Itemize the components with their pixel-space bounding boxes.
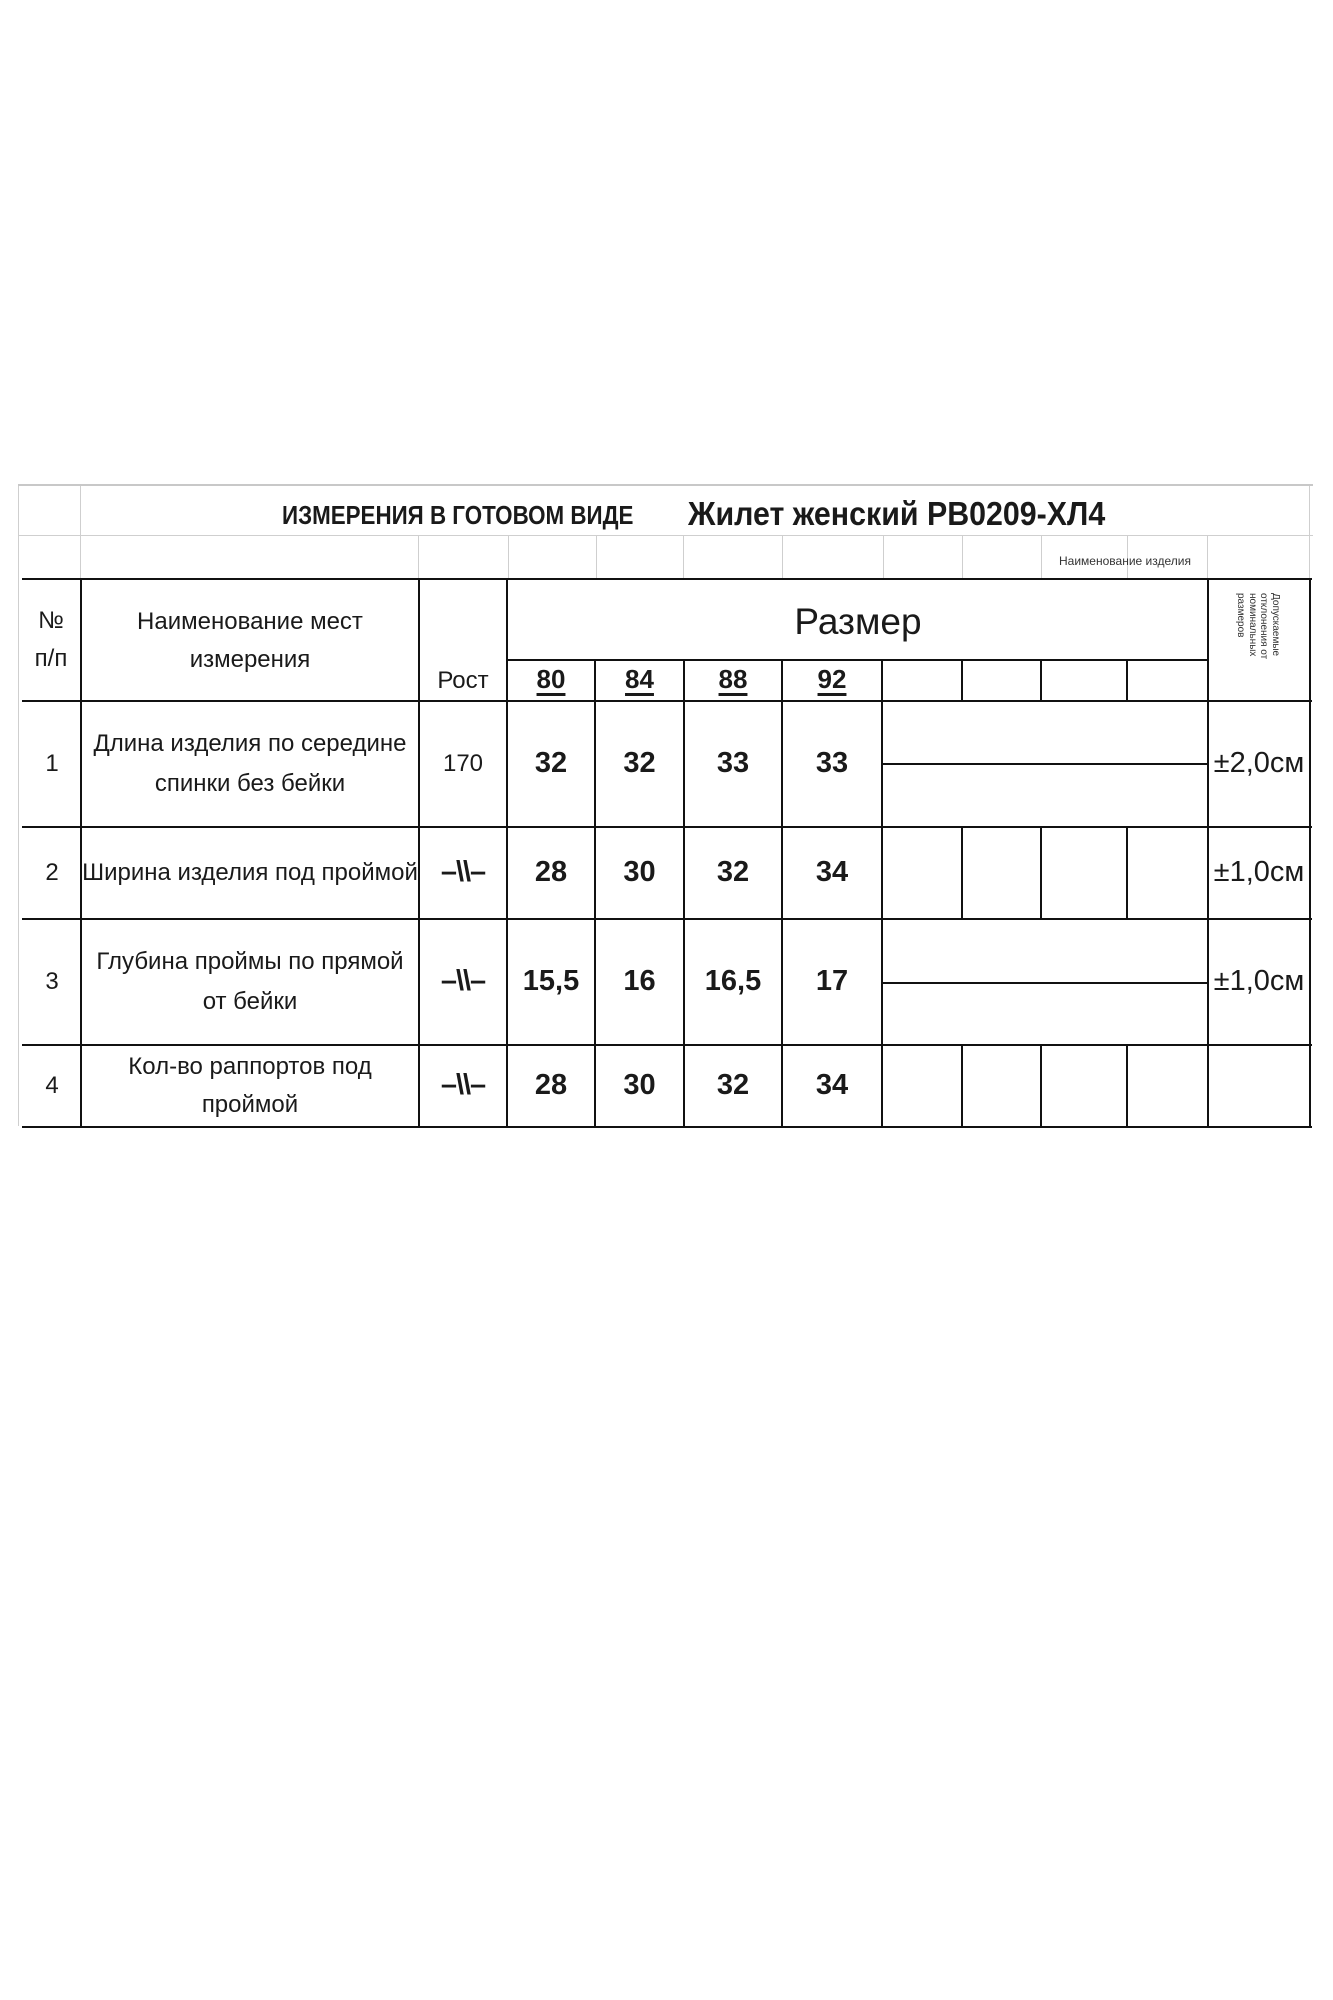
size-value: 15,5 xyxy=(522,965,580,998)
size-header: 92 xyxy=(817,664,847,695)
table-bottom-border xyxy=(22,1126,1312,1128)
table-top-border xyxy=(22,578,1312,580)
row-number: 1 xyxy=(45,749,59,777)
size-value: 16 xyxy=(623,965,656,998)
header-size-group: Размер xyxy=(794,601,922,643)
size-value: 34 xyxy=(815,856,849,889)
product-title: Жилет женский РВ0209-ХЛ4 xyxy=(688,494,1106,532)
size-header: 80 xyxy=(536,664,566,695)
measurement-name: Кол-во раппортов под проймой xyxy=(128,1052,372,1118)
height-ditto: –\\– xyxy=(440,1069,486,1102)
header-height: Рост xyxy=(437,666,489,694)
size-value: 32 xyxy=(534,747,568,780)
height-value: 170 xyxy=(442,749,484,777)
size-value: 30 xyxy=(623,1069,656,1102)
tolerance-value xyxy=(1209,1046,1309,1126)
tolerance-value: ±2,0см xyxy=(1213,747,1305,780)
measurement-name: Длина изделия по середине спинки без бейки xyxy=(93,730,407,797)
height-ditto: –\\– xyxy=(440,856,486,889)
header-measurement-name: Наименование мест измерения xyxy=(137,607,363,673)
product-name-caption: Наименование изделия xyxy=(1059,553,1191,568)
measurement-name: Глубина проймы по прямой от бейки xyxy=(96,948,404,1015)
tolerance-value: ±1,0см xyxy=(1213,856,1305,889)
header-number: № п/п xyxy=(34,606,68,672)
size-value: 28 xyxy=(534,856,568,889)
measurement-name: Ширина изделия под проймой xyxy=(82,858,418,886)
row-number: 3 xyxy=(45,967,59,995)
tolerance-value: ±1,0см xyxy=(1213,965,1305,998)
size-value: 28 xyxy=(534,1069,568,1102)
size-value: 32 xyxy=(716,856,750,889)
size-header: 88 xyxy=(718,664,748,695)
size-value: 33 xyxy=(815,747,849,780)
size-value: 32 xyxy=(716,1069,750,1102)
size-value: 33 xyxy=(716,747,750,780)
row-number: 4 xyxy=(45,1071,59,1099)
size-value: 16,5 xyxy=(704,965,762,998)
size-value: 32 xyxy=(623,747,656,780)
size-value: 17 xyxy=(815,965,849,998)
document-title: ИЗМЕРЕНИЯ В ГОТОВОМ ВИДЕ xyxy=(282,500,634,531)
size-value: 30 xyxy=(623,856,656,889)
row-number: 2 xyxy=(45,858,59,886)
tolerance-header: Допускаемые отклонения от номинальных размеров xyxy=(1235,592,1281,659)
height-ditto: –\\– xyxy=(440,965,486,998)
size-value: 34 xyxy=(815,1069,849,1102)
size-header: 84 xyxy=(625,664,654,695)
